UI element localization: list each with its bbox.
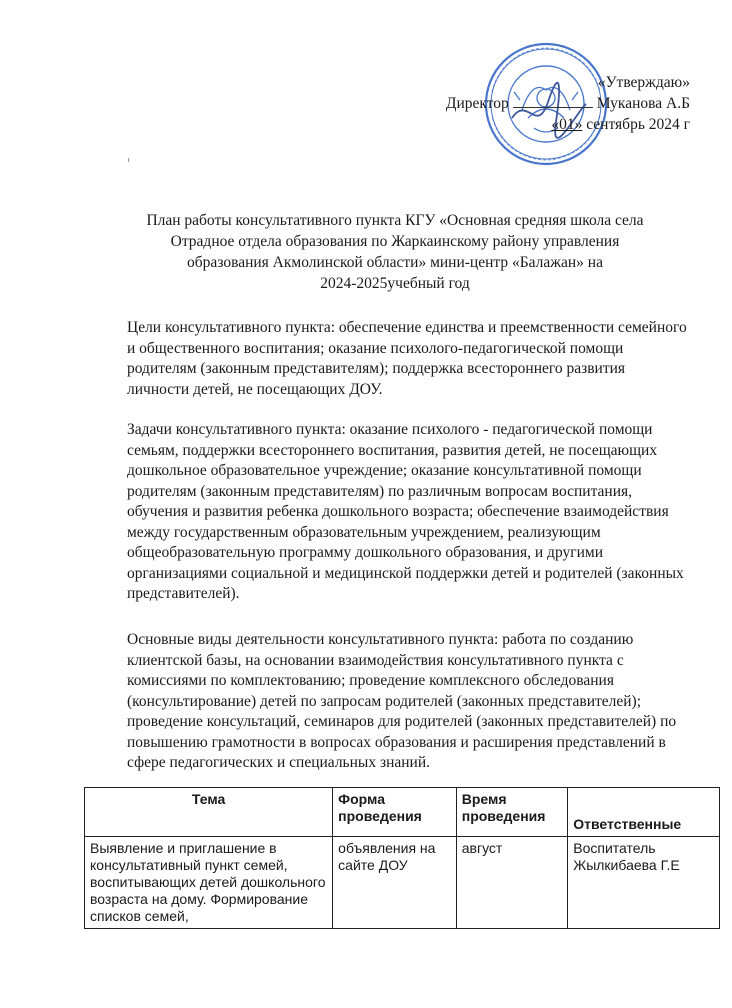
cell-responsible: Воспитатель Жылкибаева Г.Е <box>568 837 720 929</box>
table-row <box>85 837 720 929</box>
date-month-year: сентябрь 2024 г <box>586 116 690 133</box>
title-line-4: 2024-2025учебный год <box>320 275 470 292</box>
goals-paragraph: Цели консультативного пункта: обеспечение единства и преемственности семейного и общественного воспитания; оказание психолого-педагогической помощи родителям (законным представителям); поддержка всестороннего развития личности детей, не посещающих ДОУ. <box>127 319 687 398</box>
title-line-2: Отрадное отдела образования по Жаркаинскому району управления <box>170 233 620 250</box>
approval-line <box>360 72 690 93</box>
tasks-paragraph: Задачи консультативного пункта: оказание психолого - педагогической помощи семьям, поддержки всестороннего воспитания, развития детей, не посещающих дошкольное образовательное учреждение; оказание консультативной помощи родителям (законным представителям) по различным вопросам воспитания, обучения и развития ребенка дошкольного возраста; обеспечение взаимодействия между государственным образовательным учреждением, реализующим общеобразовательную программу дошкольного образования, и другими организациями социальной и медицинской поддержки детей и родителей (законных представителей). <box>127 421 684 602</box>
header-form: Форма проведения <box>333 788 457 837</box>
table-header-row <box>85 788 720 837</box>
scan-mark <box>128 158 129 162</box>
date-day: «01» <box>551 116 583 133</box>
date-line <box>360 114 690 135</box>
signature-line <box>513 93 593 108</box>
document-title <box>100 210 690 294</box>
header-time: Время проведения <box>456 788 568 837</box>
director-line <box>360 93 690 114</box>
cell-theme: Выявление и приглашение в консультативный пункт семей, воспитывающих детей дошкольного возраста на дому. Формирование списков семей, <box>85 837 333 929</box>
header-responsible: Ответственные <box>568 788 720 837</box>
activities-paragraph: Основные виды деятельности консультативного пункта: работа по созданию клиентской базы, на основании взаимодействия консультативного пункта с комиссиями по комплектованию; проведение комплексного обследования (консультирование) детей по запросам родителей (законных представителей); проведение консультаций, семинаров для родителей (законных представителей) по повышению грамотности в вопросах образования и расширения представлений в сфере педагогических и специальных знаний. <box>127 631 677 771</box>
approval-heading: «Утверждаю» <box>597 74 690 91</box>
director-name: Муканова А.Б <box>596 95 690 112</box>
cell-time: август <box>456 837 568 929</box>
director-label: Директор <box>445 95 509 112</box>
header-theme: Тема <box>85 788 333 837</box>
approval-block <box>360 72 690 135</box>
title-line-1: План работы консультативного пункта КГУ «Основная средняя школа села <box>146 212 644 229</box>
title-line-3: образования Акмолинской области» мини-центр «Балажан» на <box>187 254 603 271</box>
cell-form: объявления на сайте ДОУ <box>333 837 457 929</box>
plan-table <box>84 787 720 929</box>
